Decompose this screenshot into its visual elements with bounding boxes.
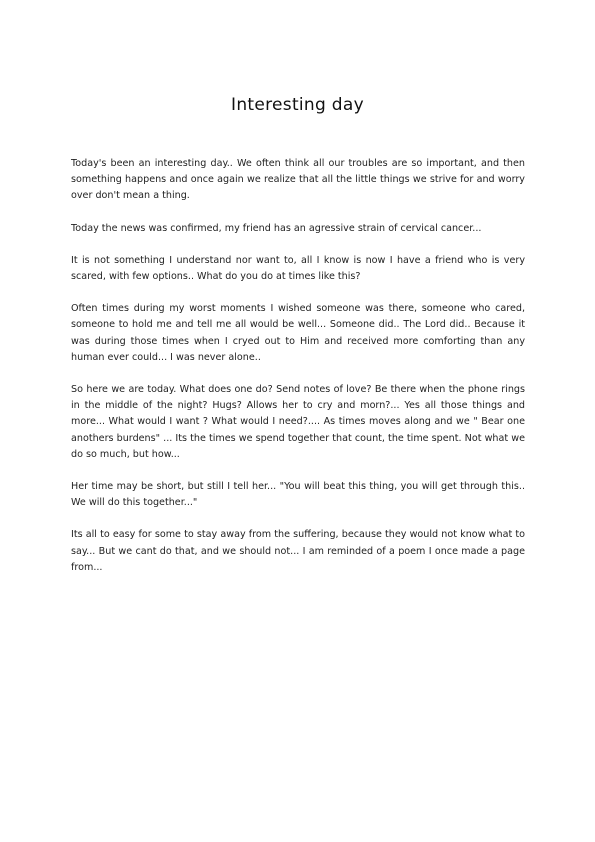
paragraph: Today the news was confirmed, my friend has an agressive strain of cervical cancer...	[71, 222, 482, 234]
paragraph: Often times during my worst moments I wished someone was there, someone who cared, someone to hold me and tell me all would be well... Someone did.. The Lord did.. Because it was during those times when I cryed out to Him and received more comforting than any human ever could... I was never alone..	[71, 303, 525, 363]
paragraph: Her time may be short, but still I tell her... "You will beat this thing, you will get through this.. We will do this together..."	[71, 481, 525, 509]
document-body	[71, 156, 525, 592]
paragraph: So here we are today. What does one do? Send notes of love? Be there when the phone rings in the middle of the night? Hugs? Allows her to cry and morn?... Yes all those things and more... What would I want ? What would I need?.... As times moves along and we " Bear one anothers burdens" ... Its the times we spend together that count, the time spent. Not what we do so much, but how...	[71, 384, 525, 460]
document-title: Interesting day	[231, 95, 364, 115]
paragraph: It is not something I understand nor want to, all I know is now I have a friend who is very scared, with few options.. What do you do at times like this?	[71, 254, 525, 283]
paragraph: Today's been an interesting day.. We often think all our troubles are so important, and then something happens and once again we realize that all the little things we strive for and worry over don't mean a thing.	[71, 158, 525, 202]
paragraph: Its all to easy for some to stay away from the suffering, because they would not know what to say... But we cant do that, and we should not... I am reminded of a poem I once made a page from...	[71, 529, 525, 573]
